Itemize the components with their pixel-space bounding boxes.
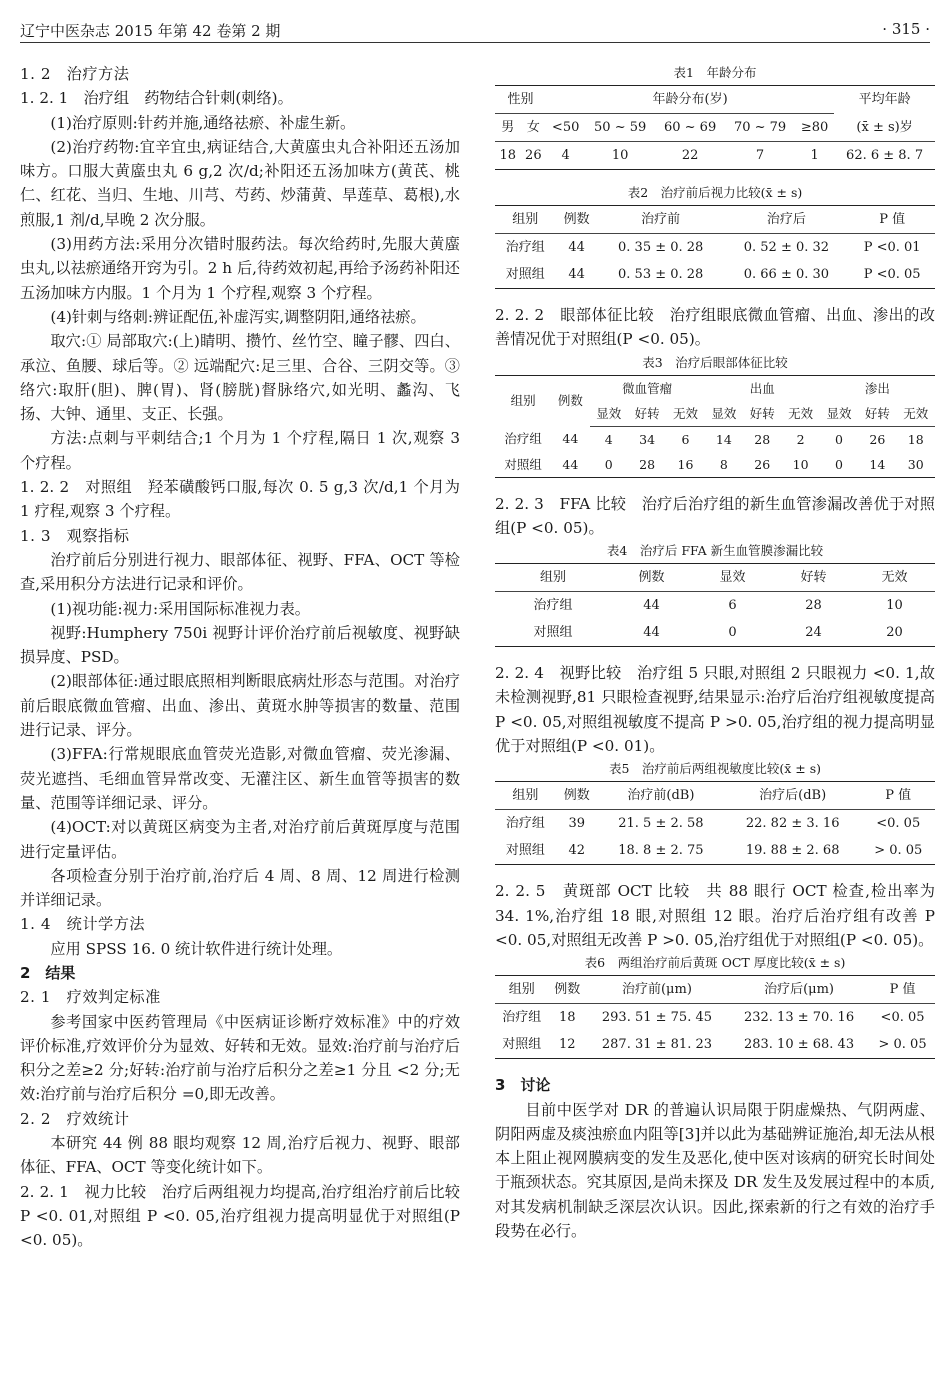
table-cell: 治疗组 [533,598,573,614]
table-header: 好转 [773,564,854,592]
table-row [495,1031,935,1059]
section-heading: 2. 1 疗效判定标准 [20,988,161,1007]
section-heading: 1. 3 观察指标 [20,526,130,545]
table-cell: 治疗组 [502,1010,542,1026]
table-header: 治疗后(μm) [728,976,870,1004]
table-cell: 44 [568,240,585,255]
table-cell: > 0. 05 [878,1037,927,1053]
table-cell: 10 [792,456,809,472]
paragraph: 方法:点刺与平刺结合;1 个月为 1 个疗程,隔日 1 次,观察 3 个疗程。 [20,429,460,472]
right-column [495,62,935,1243]
paragraph: 参考国家中医药管理局《中医病证诊断疗效标准》中的疗效评价标准,疗效评价分为显效、好转和无效。显效:治疗前与治疗后积分之差≥2 分;好转:治疗前与治疗后积分之差≥1 分且 <2 分;无效:治疗前与治疗后积分 =0,即无改善。 [20,1012,460,1104]
table-cell: 62. 6 ± 8. 7 [846,148,924,163]
table-header: 例数 [611,564,692,592]
subsection-heading: 1. 2. 2 对照组 羟苯磺酸钙口服,每次 0. 5 g,3 次/d,1 个月为 1 疗程,观察 3 个疗程。 [20,478,460,521]
table-header: 例数 [557,393,583,409]
table-cell: 18 [558,1010,576,1026]
table-header: 例数 [556,206,598,234]
table-header: 组别 [495,976,549,1004]
subsection-heading: 2. 2. 1 视力比较 治疗后两组视力均提高,治疗组治疗前后比较 P <0. 01,对照组 P <0. 05,治疗组视力提高明显优于对照组(P <0. 05)。 [20,1182,460,1250]
th-age: 年龄分布(岁) [546,86,834,114]
table-cell: 6 [728,598,737,614]
table-cell: 0 [604,456,613,472]
table-cell: <0. 05 [876,816,921,832]
table-row [495,592,935,620]
table-row [495,619,935,647]
table-header: 组别 [495,206,556,234]
table-row [495,261,935,289]
table-cell: 22. 82 ± 3. 16 [745,816,840,832]
table-header: 治疗前 [598,206,724,234]
table-cell: 26 [525,148,542,163]
table-cell: <50 [546,114,585,142]
left-column [20,62,460,1253]
table-header: 显效 [820,401,858,427]
table-row [495,452,935,478]
table-header: 组别 [495,564,611,592]
table-header: 例数 [556,782,598,810]
table-header: 治疗后(dB) [724,782,862,810]
table-cell: 26 [754,456,771,472]
header-rule [20,42,930,43]
running-header [20,20,930,40]
table-cell: 42 [568,843,586,859]
table-cell: 39 [568,816,586,832]
table-cell: P <0. 01 [863,240,921,255]
table-cell: 70 ~ 79 [725,114,795,142]
section-heading: 1. 2 治疗方法 [20,65,130,83]
table-cell: 对照组 [505,843,545,859]
table-cell: 8 [719,456,728,472]
table-cell: P <0. 05 [863,267,921,282]
table-cell: 0. 53 ± 0. 28 [618,267,704,282]
journal-name: 辽宁中医杂志 2015 年第 42 卷第 2 期 [20,22,281,40]
paragraph: 本研究 44 例 88 眼均观察 12 周,治疗后视力、视野、眼部体征、FFA、OCT 等变化统计如下。 [20,1134,460,1177]
subsection-heading: 1. 2. 1 治疗组 药物结合针刺(刺络)。 [20,89,293,108]
table-cell: 14 [715,431,732,447]
paragraph: (2)眼部体征:通过眼底照相判断眼底病灶形态与范围。对治疗前后眼底微血管瘤、出血、渗出、黄斑水肿等损害的数量、范围进行记录、评分。 [20,672,460,740]
table-header: 好转 [858,401,896,427]
paragraph: (1)视功能:视力:采用国际标准视力表。 [50,599,310,618]
table-cell: 6 [681,431,690,447]
paragraph: 各项检查分别于治疗前,治疗后 4 周、8 周、12 周进行检测并详细记录。 [20,866,460,910]
table-cell: 28 [805,598,822,614]
paragraph: (3)用药方法:采用分次错时服药法。每次给药时,先服大黄䗪虫丸,以祛瘀通络开窍为引。2 h 后,待药效初起,再给予汤药补阳还五汤加味方内服。1 个月为 1 个疗程,观察 3 个疗程。 [20,235,460,302]
table-cell: 2 [796,431,805,447]
table-cell: ≥80 [795,114,834,142]
table-cell: (x̄ ± s)岁 [834,114,935,142]
table-header: 显效 [692,564,773,592]
table5-visual-sensitivity [495,781,935,865]
table-cell: 0 [834,456,843,472]
paragraph: (3)FFA:行常规眼底血管荧光造影,对微血管瘤、荧光渗漏、荧光遮挡、毛细血管异常改变、无灌注区、新生血管等损害的数量、范围等详细记录、评分。 [20,745,460,812]
table-cell: 44 [643,598,660,614]
table4-caption: 表4 治疗后 FFA 新生血管膜渗漏比较 [606,543,824,559]
table-cell: 50 ~ 59 [585,114,655,142]
table1-caption: 表1 年龄分布 [673,65,757,80]
table-header: 显效 [705,401,743,427]
table-header: 无效 [854,564,935,592]
table-cell: 治疗组 [504,431,542,447]
table-cell: 0 [834,431,843,447]
table-cell: 30 [907,456,924,472]
table-cell: 18 [907,431,924,447]
table-cell: 26 [869,431,886,447]
table-row [495,837,935,865]
table-cell: 44 [562,456,579,472]
table-row [495,810,935,838]
subsection-heading: 2. 2. 4 视野比较 治疗组 5 只眼,对照组 2 只眼视力 <0. 1,故未检测视野,81 只眼检查视野,结果显示:治疗后治疗组视敏度提高 P <0. 05,对照组视敏度不提高 P >0. 05,治疗组的视力提高明显优于对照组(P <0. 01)。 [495,664,935,756]
table-cell: 19. 88 ± 2. 68 [745,843,840,859]
table-cell: 对照组 [502,1037,542,1053]
table-header: 治疗后 [724,206,850,234]
paragraph: (1)治疗原则:针药并施,通络祛瘀、补虚生新。 [50,113,356,132]
table-header: 出血 [749,380,775,396]
table-header: 组别 [495,782,556,810]
subsection-heading: 2. 2. 3 FFA 比较 治疗后治疗组的新生血管渗漏改善优于对照组(P <0. 05)。 [495,494,935,537]
table-cell: 287. 31 ± 81. 23 [601,1037,713,1053]
table2-caption: 表2 治疗前后视力比较(x̄ ± s) [627,185,803,200]
table-cell: 22 [681,148,699,163]
table5-caption: 表5 治疗前后两组视敏度比较(x̄ ± s) [608,761,822,777]
table3-caption: 表3 治疗后眼部体征比较 [642,354,788,370]
table-cell: 44 [643,625,660,641]
table-header: 治疗前(dB) [598,782,724,810]
paragraph: 视野:Humphery 750i 视野计评价治疗前后视敏度、视野缺损异度、PSD。 [20,623,460,667]
table-cell: 34 [639,431,656,447]
table-cell: 0 [728,625,737,641]
table-cell: 18 [499,148,517,163]
paragraph: 应用 SPSS 16. 0 统计软件进行统计处理。 [50,939,343,958]
table-cell: 0. 35 ± 0. 28 [618,240,704,255]
table-cell: 24 [805,625,822,641]
table-cell: <0. 05 [880,1010,925,1026]
table-header: 例数 [549,976,586,1004]
table-cell: 12 [558,1037,576,1053]
table-cell: > 0. 05 [874,843,923,859]
table-cell: 18. 8 ± 2. 75 [618,843,704,859]
table-cell: 治疗组 [505,240,545,255]
table6-oct-thickness [495,975,935,1059]
table-cell: 10 [886,598,903,614]
table-cell: 293. 51 ± 75. 45 [601,1010,713,1026]
table-row [495,426,935,452]
table-header: 好转 [743,401,781,427]
table-header: P 值 [870,976,935,1004]
section-heading: 3 讨论 [495,1076,551,1095]
table-row [495,1004,935,1032]
table-cell: 男 [495,114,521,142]
table-cell: 4 [561,148,570,163]
table-cell: 283. 10 ± 68. 43 [743,1037,855,1053]
paragraph: 治疗前后分别进行视力、眼部体征、视野、FFA、OCT 等检查,采用积分方法进行记录和评价。 [20,550,460,594]
table6-caption: 表6 两组治疗前后黄斑 OCT 厚度比较(x̄ ± s) [584,955,846,971]
table-header: 组别 [510,393,536,409]
table-cell: 10 [611,148,629,163]
table-cell: 对照组 [504,456,542,472]
table-header: 无效 [666,401,704,427]
table-cell: 20 [886,625,903,641]
table-cell: 1 [810,148,819,163]
table-header: 渗出 [864,380,890,396]
table-header: P 值 [849,206,935,234]
table-cell: 女 [521,114,547,142]
table-header: 治疗前(μm) [586,976,728,1004]
table-header: 微血管瘤 [622,380,673,396]
table-cell: 16 [677,456,694,472]
paragraph: (2)治疗药物:宜辛宜虫,病证结合,大黄䗪虫丸合补阳还五汤加味方。口服大黄䗪虫丸 6 g,2 次/d;补阳还五汤加味方(黄芪、桃仁、红花、当归、生地、川芎、芍药、炒蒲黄、旱莲草、葛根),水煎服,1 剂/d,早晚 2 次分服。 [20,137,460,229]
table-header: P 值 [861,782,935,810]
table-cell: 44 [562,431,579,447]
section-heading: 2 结果 [20,963,76,982]
paragraph: 取穴:① 局部取穴:(上)睛明、攒竹、丝竹空、瞳子髎、四白、承泣、鱼腰、球后等。② 远端配穴:足三里、合谷、三阴交等。③ 络穴:取肝(胆)、脾(胃)、肾(膀胱)督脉络穴,如光明、蠡沟、飞扬、大钟、通里、支正、长强。 [20,332,460,424]
section-heading: 1. 4 统计学方法 [20,915,146,934]
table-cell: 28 [754,431,771,447]
paragraph: (4)OCT:对以黄斑区病变为主者,对治疗前后黄斑厚度与范围进行定量评估。 [20,818,460,861]
subsection-heading: 2. 2. 5 黄斑部 OCT 比较 共 88 眼行 OCT 检查,检出率为 34. 1%,治疗组 18 眼,对照组 12 眼。治疗后治疗组有改善 P <0. 05,对照组无改善 P >0. 05,治疗组优于对照组(P <0. 05)。 [495,882,935,949]
table-header: 好转 [628,401,666,427]
table-header: 无效 [897,401,935,427]
table3-ocular-signs [495,375,935,478]
th-gender: 性别 [495,86,546,114]
table-cell: 治疗组 [505,816,545,832]
table-cell: 对照组 [533,625,573,641]
table-cell: 14 [869,456,886,472]
table-row [495,234,935,262]
subsection-heading: 2. 2. 2 眼部体征比较 治疗组眼底微血管瘤、出血、渗出的改善情况优于对照组(P <0. 05)。 [495,306,935,349]
table1-age-distribution [495,85,935,170]
table-cell: 对照组 [505,267,545,282]
th-mean-age: 平均年龄 [858,92,911,108]
paragraph: (4)针刺与络刺:辨证配伍,补虚泻实,调整阴阳,通络祛瘀。 [50,307,426,326]
table2-visual-acuity [495,205,935,289]
paragraph: 目前中医学对 DR 的普遍认识局限于阴虚燥热、气阴两虚、阴阳两虚及痰浊瘀血内阻等[3]并以此为基础辨证施治,却无法从根本上阻止视网膜病变的发生及恶化,使中医对该病的研究长时间处于瓶颈状态。究其原因,是尚未探及 DR 发生及发展过程中的本质,对其发病机制缺乏深层次认识。因此,探索新的行之有效的治疗手段势在必行。 [495,1100,935,1241]
table-header: 无效 [781,401,819,427]
table-cell: 0. 52 ± 0. 32 [743,240,830,255]
page-number: · 315 · [882,20,930,38]
table-cell: 60 ~ 69 [655,114,725,142]
table-cell: 0. 66 ± 0. 30 [743,267,830,282]
table-cell: 44 [568,267,585,282]
table-cell: 21. 5 ± 2. 58 [618,816,704,832]
table-cell: 232. 13 ± 70. 16 [743,1010,855,1026]
table-header: 显效 [590,401,628,427]
section-heading: 2. 2 疗效统计 [20,1109,130,1128]
table-cell: 7 [755,148,765,163]
table-cell: 4 [604,431,613,447]
table-cell: 28 [639,456,656,472]
table4-ffa-leakage [495,563,935,647]
